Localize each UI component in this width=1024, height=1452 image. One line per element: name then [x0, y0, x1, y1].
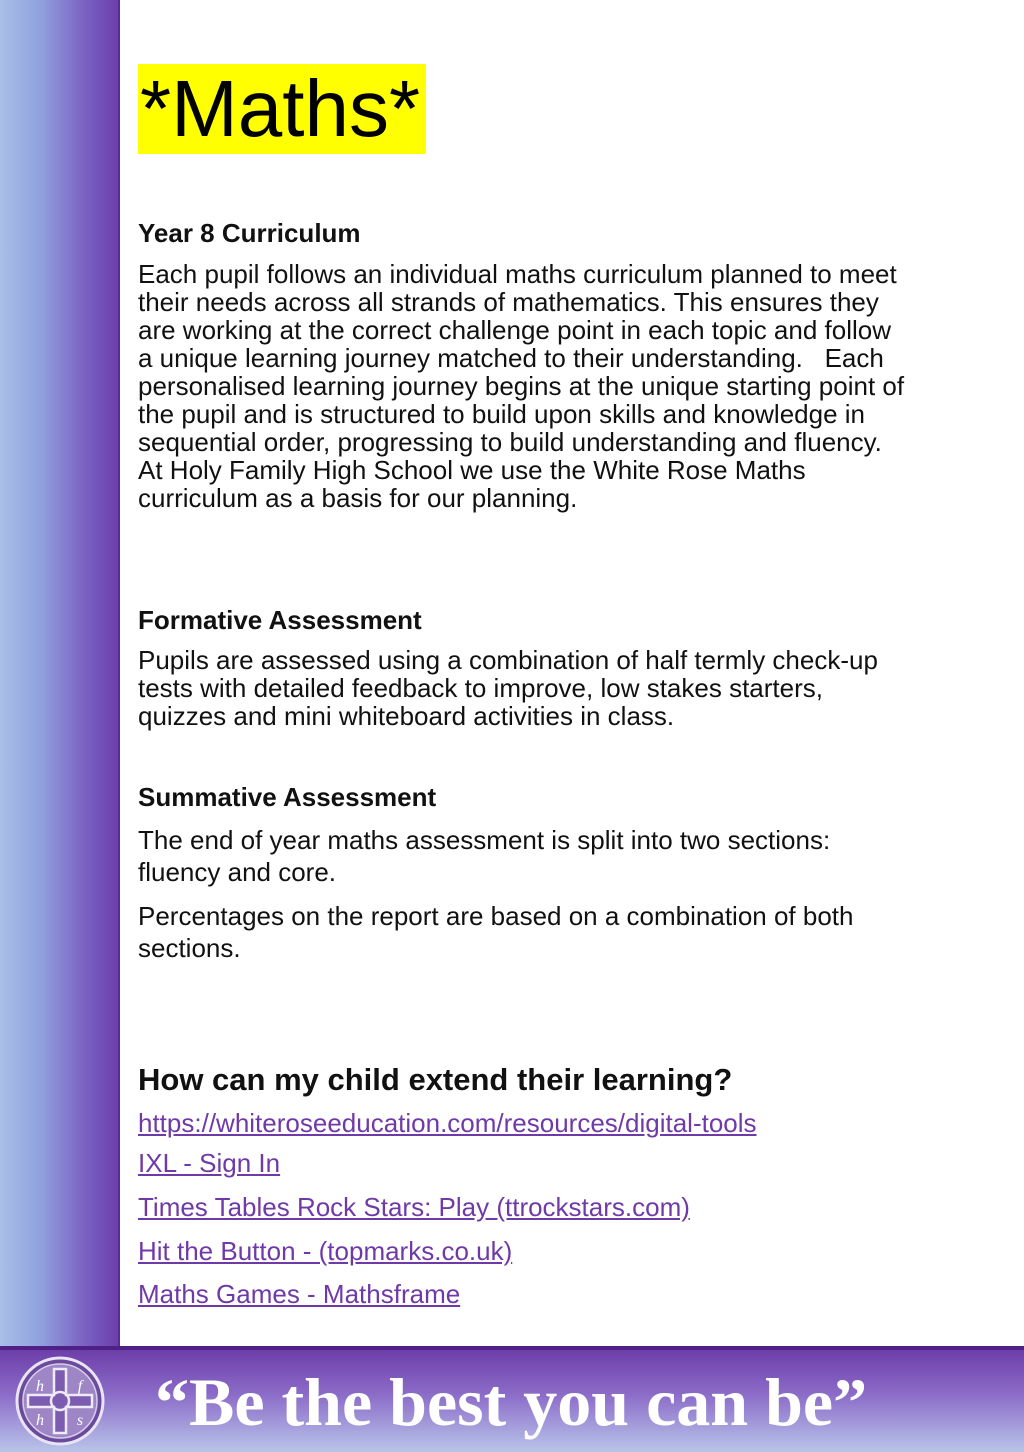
ixl-sign-in-link[interactable]: IXL - Sign In	[138, 1148, 281, 1178]
school-logo	[14, 1355, 106, 1447]
footer-banner	[0, 1346, 1024, 1452]
school-crest-icon	[14, 1355, 106, 1447]
hit-the-button-link[interactable]: Hit the Button - (topmarks.co.uk)	[138, 1236, 513, 1266]
formative-line: tests with detailed feedback to improve, low stakes starters,	[138, 673, 823, 703]
curriculum-line: sequential order, progressing to build understanding and fluency.	[138, 427, 882, 457]
page-title: *Maths*	[138, 64, 426, 154]
extend-learning-heading: How can my child extend their learning?	[138, 1062, 733, 1097]
summative-heading: Summative Assessment	[138, 782, 437, 812]
curriculum-line: are working at the correct challenge point in each topic and follow	[138, 315, 891, 345]
curriculum-line: a unique learning journey matched to their understanding. Each	[138, 343, 884, 373]
logo-letter: h	[36, 1412, 44, 1429]
logo-letter: f	[77, 1378, 83, 1395]
summative-line: fluency and core.	[138, 857, 337, 887]
curriculum-paragraph	[138, 260, 1003, 512]
curriculum-line: At Holy Family High School we use the White Rose Maths	[138, 455, 806, 485]
summative-line: sections.	[138, 933, 241, 963]
summative-line: Percentages on the report are based on a combination of both	[138, 901, 854, 931]
curriculum-line: the pupil and is structured to build upon skills and knowledge in	[138, 399, 866, 429]
curriculum-heading: Year 8 Curriculum	[138, 218, 361, 248]
formative-line: quizzes and mini whiteboard activities in class.	[138, 701, 675, 731]
summative-paragraph-2	[138, 900, 1003, 964]
white-rose-digital-tools-link[interactable]: https://whiteroseeducation.com/resources/digital-tools	[138, 1108, 757, 1138]
curriculum-line: their needs across all strands of mathematics. This ensures they	[138, 287, 879, 317]
formative-paragraph	[138, 646, 1003, 730]
logo-letter: h	[36, 1378, 44, 1395]
summative-paragraph-1	[138, 824, 1003, 888]
curriculum-line: curriculum as a basis for our planning.	[138, 483, 578, 513]
logo-letter: s	[76, 1412, 84, 1429]
left-decorative-stripe	[0, 0, 120, 1346]
ttrockstars-link[interactable]: Times Tables Rock Stars: Play (ttrockstars.com)	[138, 1192, 690, 1222]
curriculum-line: Each pupil follows an individual maths curriculum planned to meet	[138, 259, 897, 289]
curriculum-line: personalised learning journey begins at the unique starting point of	[138, 371, 905, 401]
school-motto: “Be the best you can be”	[155, 1364, 868, 1440]
mathsframe-link[interactable]: Maths Games - Mathsframe	[138, 1279, 461, 1309]
formative-heading: Formative Assessment	[138, 605, 422, 635]
formative-line: Pupils are assessed using a combination of half termly check-up	[138, 645, 878, 675]
summative-line: The end of year maths assessment is split into two sections:	[138, 825, 831, 855]
